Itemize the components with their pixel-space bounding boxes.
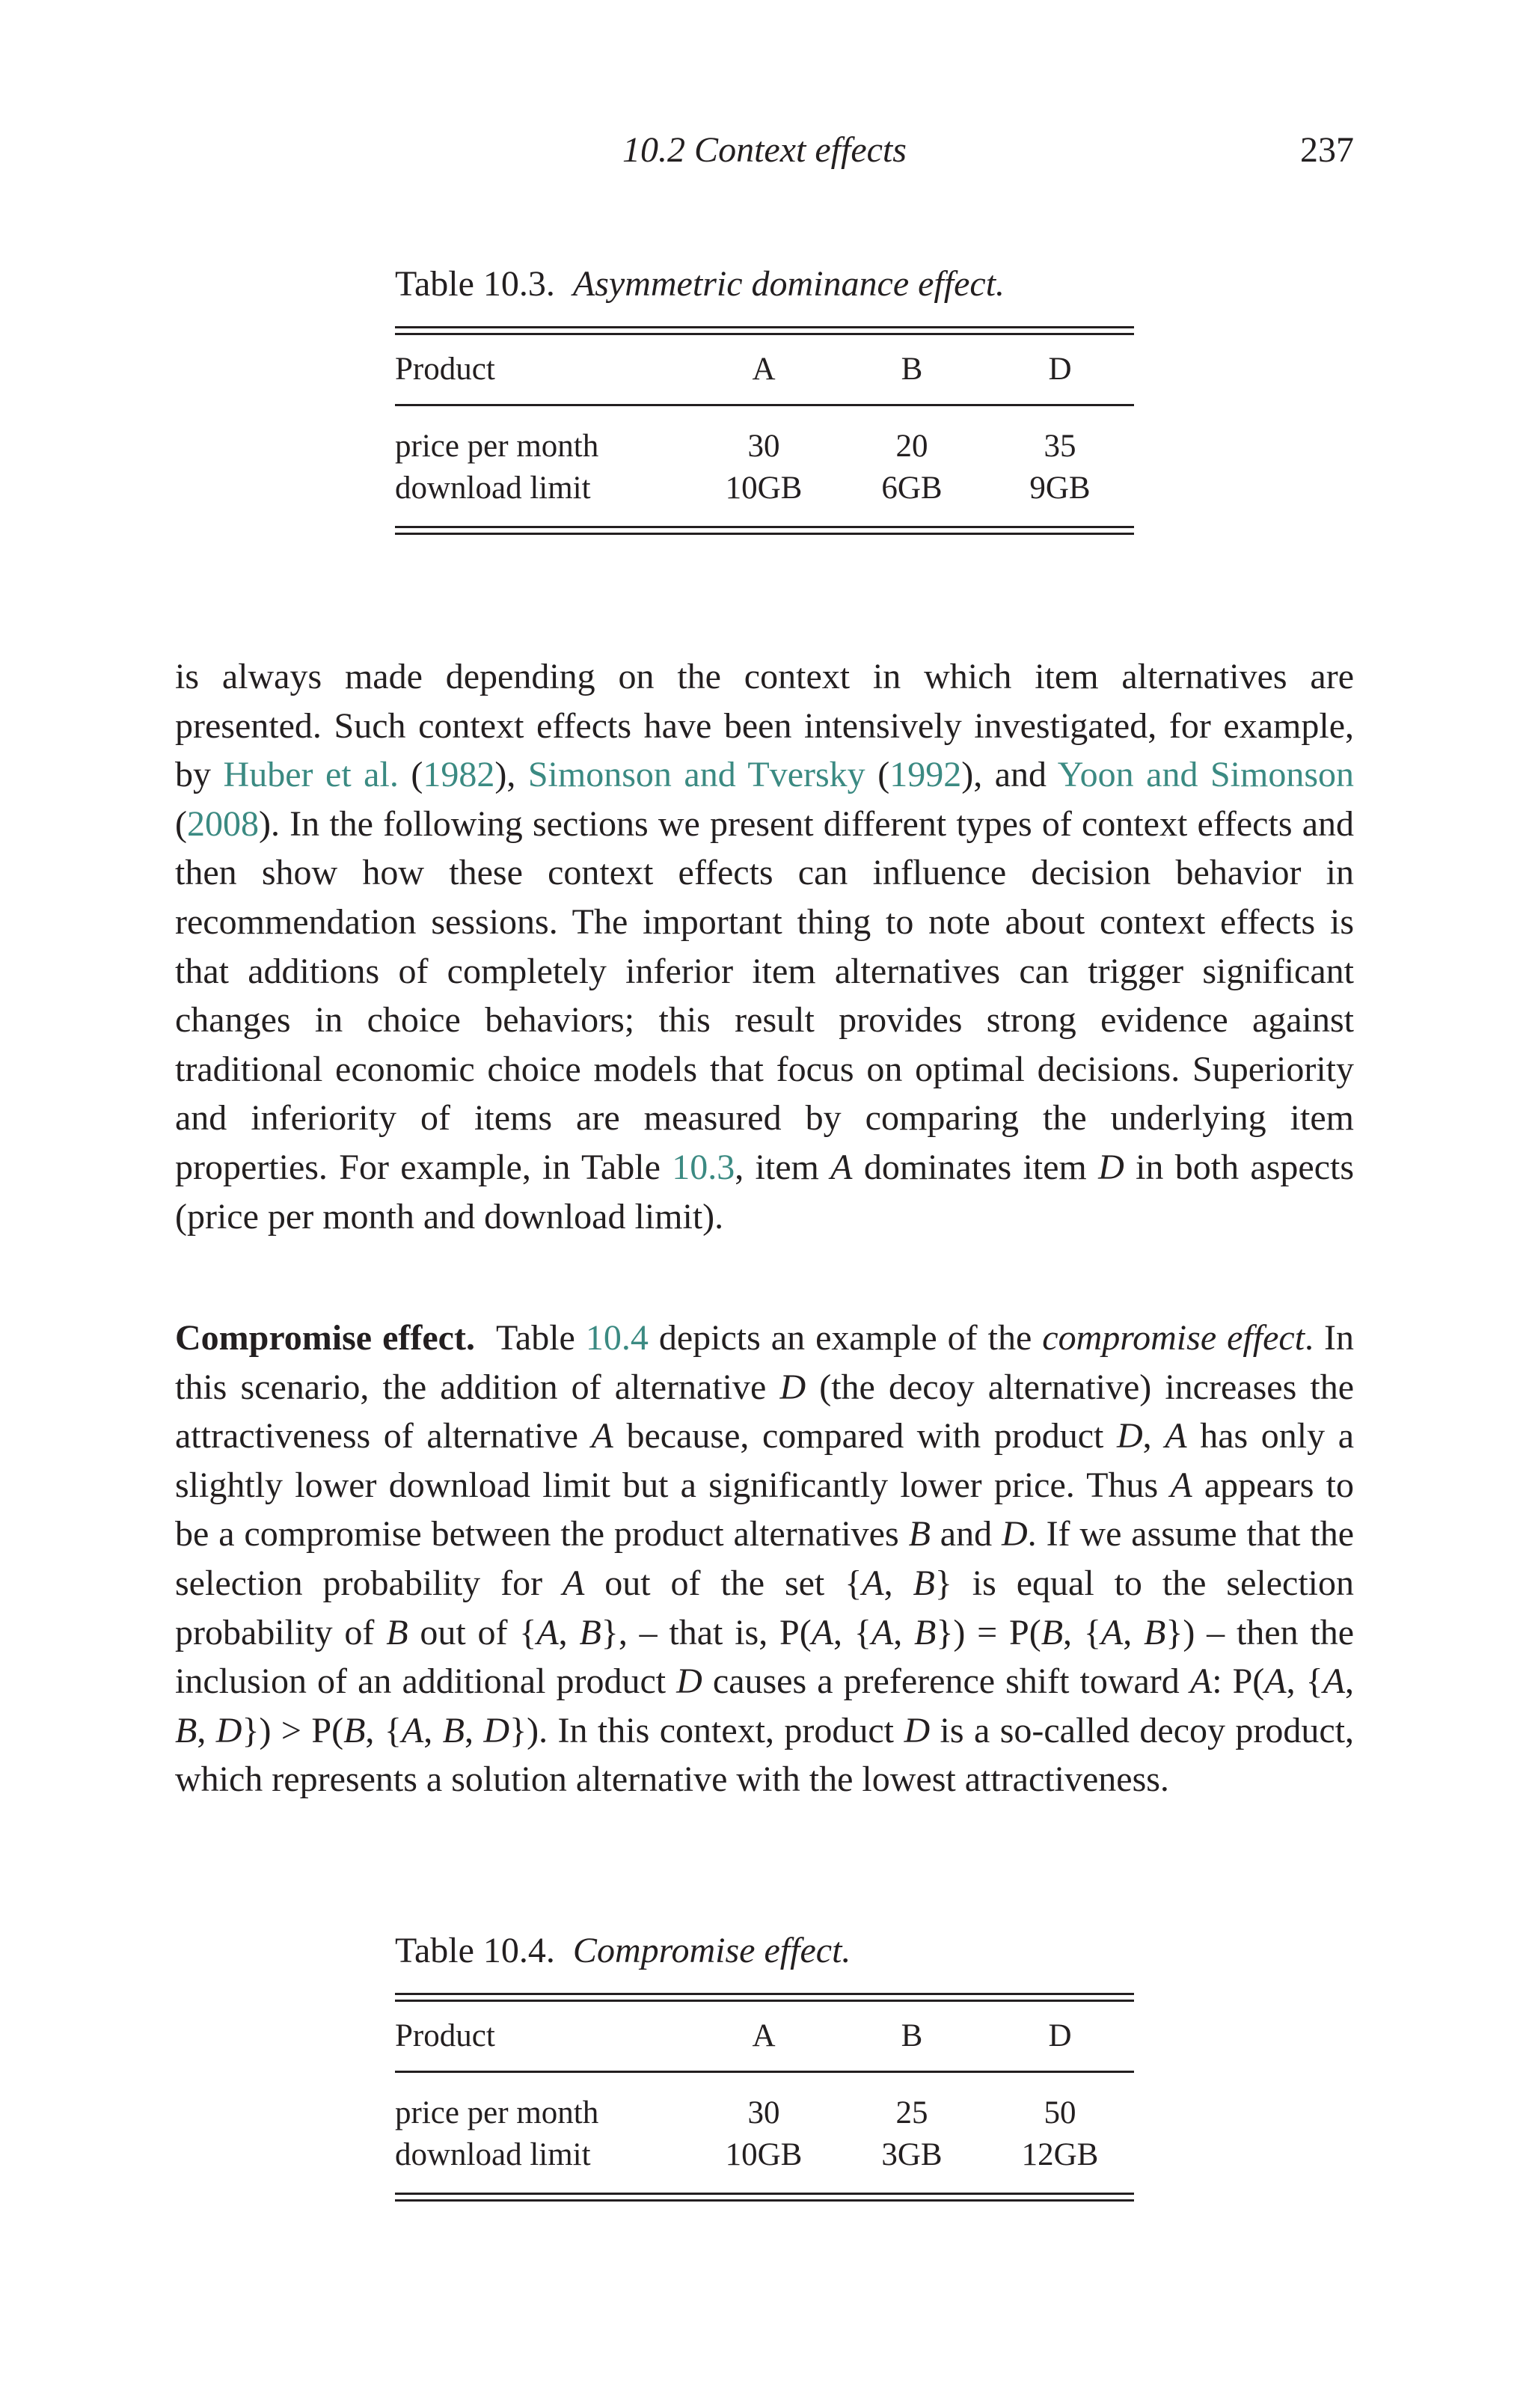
table-cell: 6GB xyxy=(881,471,943,506)
table-cell: 10GB xyxy=(725,2137,803,2172)
paragraph-heading: Compromise effect. xyxy=(175,1318,475,1358)
emphasized-term: compromise effect xyxy=(1042,1318,1305,1358)
paragraph-text: , xyxy=(423,1710,443,1750)
paragraph-text: is always made depending on the context in which item alternatives are presented. Such context effects have been intensively investigated, for example, by xyxy=(175,657,1354,795)
table-row xyxy=(395,468,1134,509)
citation-link[interactable]: Huber et al. xyxy=(223,755,399,795)
math-variable: A xyxy=(1323,1661,1346,1702)
table-cell: 30 xyxy=(747,429,780,464)
table-cell: price per month xyxy=(395,429,599,464)
math-variable: A xyxy=(536,1612,559,1652)
running-header xyxy=(175,126,1354,175)
math-variable: A xyxy=(811,1612,834,1652)
math-variable: D xyxy=(779,1367,806,1407)
citation-year-link[interactable]: 1992 xyxy=(889,755,962,795)
paragraph-text: , { xyxy=(1063,1612,1101,1652)
table-top-rule xyxy=(395,326,1134,335)
paragraph-text: , xyxy=(1142,1416,1165,1456)
table-10-3 xyxy=(395,262,1134,535)
table-header-row xyxy=(395,2015,1134,2057)
math-variable: A xyxy=(1189,1661,1213,1702)
math-variable: A xyxy=(830,1147,853,1187)
table-cell: 20 xyxy=(895,429,928,464)
paragraph-text: , { xyxy=(833,1612,871,1652)
citation-link[interactable]: Yoon and Simonson xyxy=(1057,755,1355,795)
paragraph-text: }). In this context, product xyxy=(509,1710,904,1750)
math-variable: B xyxy=(1144,1612,1166,1652)
math-variable: A xyxy=(401,1710,424,1750)
paragraph-text: and xyxy=(930,1514,1002,1554)
paragraph-text: , xyxy=(1345,1661,1355,1702)
math-variable: B xyxy=(908,1514,931,1554)
paragraph-text: depicts an example of the xyxy=(648,1318,1043,1358)
column-header: Product xyxy=(395,352,495,387)
paragraph-text: , xyxy=(464,1710,484,1750)
table-caption xyxy=(395,1928,1134,1973)
column-header: A xyxy=(752,352,776,387)
math-variable: A xyxy=(1264,1661,1287,1702)
paragraph-text: out of the set { xyxy=(584,1563,862,1603)
column-header: D xyxy=(1048,2018,1072,2053)
paragraph-text: . In this scenario, the addition of alternative xyxy=(175,1318,1355,1407)
table-cell: 35 xyxy=(1044,429,1076,464)
table-row xyxy=(395,426,1134,468)
math-variable: D xyxy=(1098,1147,1124,1187)
math-variable: B xyxy=(1041,1612,1064,1652)
table-header-row xyxy=(395,349,1134,390)
paragraph-text: }) = P( xyxy=(936,1612,1041,1652)
table-cell: 25 xyxy=(895,2095,928,2130)
paragraph-text: , { xyxy=(365,1710,402,1750)
math-variable: A xyxy=(862,1563,884,1603)
table-caption-label: Table 10.3. xyxy=(395,264,555,304)
paragraph-text: : P( xyxy=(1212,1661,1265,1702)
table-cell: download limit xyxy=(395,471,591,506)
table-caption-label: Table 10.4. xyxy=(395,1931,555,1970)
citation-year-link[interactable]: 1982 xyxy=(423,755,495,795)
table-caption-title: Compromise effect. xyxy=(572,1931,851,1970)
paragraph-text: out of { xyxy=(408,1612,537,1652)
math-variable: B xyxy=(175,1710,197,1750)
math-variable: A xyxy=(1165,1416,1187,1456)
paragraph-text: , xyxy=(197,1710,216,1750)
table-top-rule xyxy=(395,1993,1134,2002)
table-caption xyxy=(395,262,1134,307)
table-cell: 50 xyxy=(1044,2095,1076,2130)
paragraph-text: , xyxy=(883,1563,913,1603)
table-cell: 12GB xyxy=(1021,2137,1099,2172)
table-row xyxy=(395,2134,1134,2176)
paragraph-text: , xyxy=(558,1612,580,1652)
math-variable: B xyxy=(914,1612,937,1652)
citation-year-link[interactable]: 2008 xyxy=(186,803,259,844)
body-paragraph xyxy=(175,1314,1354,1804)
table-cell: download limit xyxy=(395,2137,591,2172)
math-variable: D xyxy=(676,1661,702,1702)
column-header: B xyxy=(901,352,923,387)
math-variable: B xyxy=(386,1612,408,1652)
column-header: B xyxy=(901,2018,923,2053)
paragraph-text: appears to be a compromise between the product alternatives xyxy=(175,1465,1354,1554)
paragraph-text: ). In the following sections we present different types of context effects and then show how these context effects can influence decision behavior in recommendation sessions. The important thing to note about context effects is that additions of completely inferior item alternatives can trigger significant changes in choice behaviors; this result provides strong evidence against traditional economic choice models that focus on optimal decisions. Superiority and inferiority of items are measured by comparing the underlying item properties. For example, in Table xyxy=(175,803,1354,1187)
math-variable: B xyxy=(913,1563,935,1603)
table-cell: 9GB xyxy=(1029,471,1091,506)
column-header: A xyxy=(752,2018,776,2053)
paragraph-text: } is equal to the selection probability of xyxy=(175,1563,1354,1652)
paragraph-text: }) > P( xyxy=(242,1710,344,1750)
paragraph-text: dominates item xyxy=(852,1147,1099,1187)
paragraph-text: , item xyxy=(735,1147,831,1187)
table-reference-link[interactable]: 10.4 xyxy=(585,1318,649,1358)
table-reference-link[interactable]: 10.3 xyxy=(672,1147,735,1187)
math-variable: B xyxy=(343,1710,366,1750)
math-variable: A xyxy=(1100,1612,1124,1652)
paragraph-text: causes a preference shift toward xyxy=(702,1661,1190,1702)
math-variable: D xyxy=(904,1710,931,1750)
paragraph-text: }, – that is, P( xyxy=(601,1612,812,1652)
math-variable: D xyxy=(483,1710,510,1750)
math-variable: A xyxy=(1170,1465,1192,1505)
paragraph-text: }) – then the inclusion of an additional product xyxy=(175,1612,1355,1702)
table-bottom-rule xyxy=(395,2193,1134,2202)
paragraph-text: has only a slightly lower download limit but a significantly lower price. Thus xyxy=(175,1416,1355,1505)
math-variable: B xyxy=(579,1612,601,1652)
table-cell: 10GB xyxy=(725,471,803,506)
table-cell: 30 xyxy=(747,2095,780,2130)
math-variable: D xyxy=(1116,1416,1143,1456)
paragraph-text: because, compared with product xyxy=(613,1416,1117,1456)
table-caption-title: Asymmetric dominance effect. xyxy=(572,264,1005,304)
citation-link[interactable]: Simonson and Tversky xyxy=(527,755,865,795)
page-number: 237 xyxy=(1300,130,1354,170)
paragraph-text: , xyxy=(893,1612,914,1652)
math-variable: A xyxy=(591,1416,613,1456)
paragraph-text: in both aspects (price per month and download limit). xyxy=(175,1147,1355,1237)
paragraph-text: (the decoy alternative) increases the attractiveness of alternative xyxy=(175,1367,1355,1456)
paragraph-text: is a so-called decoy product, which represents a solution alternative with the lowest attractiveness. xyxy=(175,1710,1355,1800)
section-title: 10.2 Context effects xyxy=(622,130,907,170)
column-header: D xyxy=(1048,352,1072,387)
body-paragraph: is always made depending on the context in which item alternatives are presented. Such context effects have been intensively investigated, for example, by Huber et al. (1982), Simonson and Tversky (1992), and Yoon and Simonson (2008). In the following sections we present different types of context effects and then show how these context effects can influence decision behavior in recommendation sessions. The important thing to note about context effects is that additions of completely inferior item alternatives can trigger significant changes in choice behaviors; this result provides strong evidence against traditional economic choice models that focus on optimal decisions. Superiority and inferiority of items are measured by comparing the underlying item properties. For example, in Table 10.3, item A dominates item D in both aspects (price per month and download limit). xyxy=(175,657,1355,1237)
paragraph-text: , { xyxy=(1286,1661,1323,1702)
math-variable: A xyxy=(562,1563,585,1603)
column-header: Product xyxy=(395,2018,495,2053)
paragraph-text: , xyxy=(1123,1612,1145,1652)
table-bottom-rule xyxy=(395,526,1134,535)
table-10-4 xyxy=(395,1928,1134,2202)
paragraph-text: . If we assume that the selection probability for xyxy=(175,1514,1355,1603)
table-row xyxy=(395,2092,1134,2134)
table-cell: price per month xyxy=(395,2095,599,2130)
math-variable: D xyxy=(215,1710,242,1750)
math-variable: A xyxy=(871,1612,894,1652)
table-cell: 3GB xyxy=(881,2137,943,2172)
math-variable: B xyxy=(442,1710,465,1750)
math-variable: D xyxy=(1002,1514,1028,1554)
paragraph-text: Table xyxy=(495,1318,586,1358)
